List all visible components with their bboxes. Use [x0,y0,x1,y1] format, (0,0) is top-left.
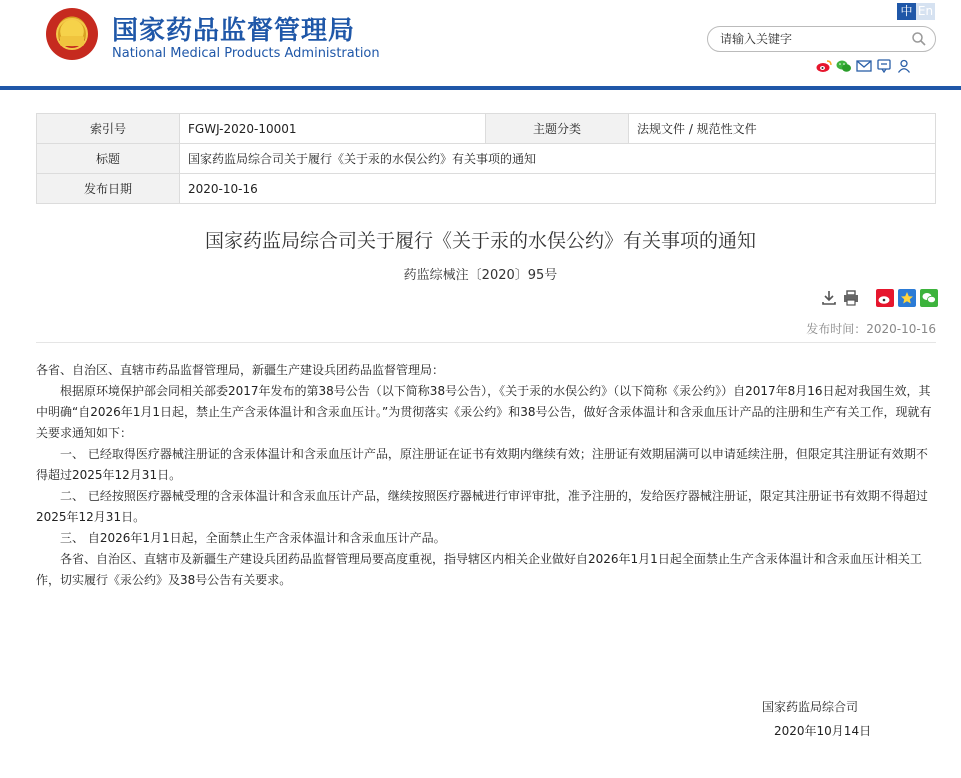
table-row [37,174,936,204]
title-label: 标题 [37,144,180,174]
publish-time: 发布时间：2020-10-16 [806,322,936,336]
print-icon[interactable] [842,289,860,307]
date-value: 2020-10-16 [180,174,936,204]
category-label: 主题分类 [486,114,629,144]
email-icon[interactable] [856,58,872,72]
share-weibo-icon[interactable] [876,289,894,307]
header-divider [0,86,961,90]
table-row [37,114,936,144]
signing-date: 2020年10月14日 [774,724,872,738]
article-body [36,360,936,591]
download-icon[interactable] [820,289,838,307]
document-meta-table [36,113,936,204]
table-row [37,144,936,174]
site-header [0,0,961,86]
social-links [816,58,912,72]
national-emblem-logo[interactable] [46,8,98,60]
signing-organization: 国家药监局综合司 [762,700,859,714]
index-value: FGWJ-2020-10001 [180,114,486,144]
paragraph-item-3: 三、 自2026年1月1日起，全面禁止生产含汞体温计和含汞血压计产品。 [60,531,446,545]
weibo-icon[interactable] [816,58,832,72]
salutation: 各省、自治区、直辖市药品监督管理局，新疆生产建设兵团药品监督管理局： [36,363,445,377]
wechat-icon[interactable] [836,58,852,72]
language-switch [897,3,935,20]
site-name-en[interactable]: National Medical Products Administration [112,46,380,61]
paragraph-closing: 各省、自治区、直辖市及新疆生产建设兵团药品监督管理局要高度重视，指导辖区内相关企业做好自2026年1月1日起全面禁止生产含汞体温计和含汞血压计相关工作，切实履行《汞公约》及38号公告有关要求。 [36,552,922,587]
share-favorite-icon[interactable] [898,289,916,307]
emblem-base [60,36,84,46]
user-icon[interactable] [896,58,912,72]
search-box [707,26,936,52]
message-icon[interactable] [876,58,892,72]
share-wechat-icon[interactable] [920,289,938,307]
date-label: 发布日期 [37,174,180,204]
index-label: 索引号 [37,114,180,144]
search-icon[interactable] [911,31,927,47]
search-input[interactable] [720,30,910,48]
site-name-cn[interactable]: 国家药品监督管理局 [112,16,356,46]
paragraph-intro: 根据原环境保护部会同相关部委2017年发布的第38号公告（以下简称38号公告），《关于汞的水俣公约》（以下简称《汞公约》）自2017年8月16日起对我国生效，其中明确“自2026年1月1日起，禁止生产含汞体温计和含汞血压计。”为贯彻落实《汞公约》和38号公告，做好含汞体温计和含汞血压计产品的注册和生产有关工作，现就有关要求通知如下： [36,384,932,440]
category-value: 法规文件 / 规范性文件 [629,114,936,144]
title-value: 国家药监局综合司关于履行《关于汞的水俣公约》有关事项的通知 [180,144,936,174]
content-divider [36,342,936,343]
document-number: 药监综械注〔2020〕95号 [403,268,558,283]
article-title: 国家药监局综合司关于履行《关于汞的水俣公约》有关事项的通知 [204,230,756,252]
article-tools [820,289,938,307]
lang-en-button[interactable]: En [917,4,934,18]
paragraph-item-2: 二、 已经按照医疗器械受理的含汞体温计和含汞血压计产品，继续按照医疗器械进行审评审批，准予注册的，发给医疗器械注册证，限定其注册证书有效期不得超过2025年12月31日。 [36,489,928,524]
emblem-star-icon: ★ [65,19,78,35]
lang-zh-button[interactable]: 中 [897,3,916,20]
paragraph-item-1: 一、 已经取得医疗器械注册证的含汞体温计和含汞血压计产品，原注册证在证书有效期内继续有效；注册证有效期届满可以申请延续注册，但限定其注册证有效期不得超过2025年12月31日。 [36,447,928,482]
